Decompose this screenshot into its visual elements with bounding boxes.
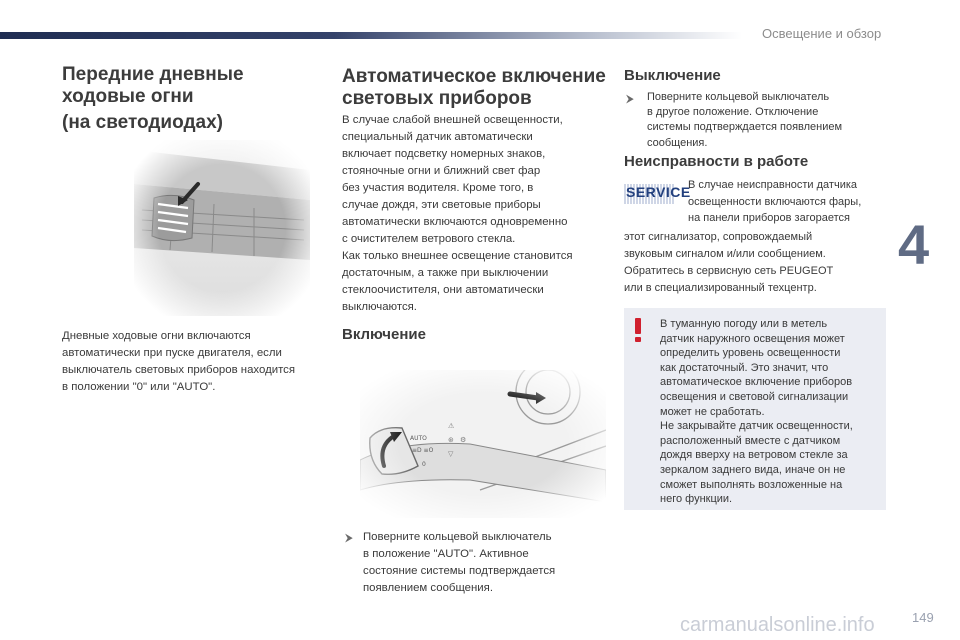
fault-title: Неисправности в работе [624, 153, 809, 170]
contact-line: или в специализированный техцентр. [624, 281, 817, 294]
left-title [62, 64, 302, 108]
instruction-line: состояние системы подтверждается [363, 565, 556, 577]
warning-line: освещения и световой сигнализации [660, 390, 849, 403]
fault-line: В случае неисправности датчика [688, 179, 858, 191]
middle-line: автоматически включаются одновременно [342, 216, 568, 228]
warning-line: может не сработать. [660, 405, 765, 418]
warning-line: зеркалом заднего вида, иначе он не [660, 463, 846, 476]
fault-text-full [624, 229, 886, 262]
warning-line: Не закрывайте датчик освещенности, [660, 420, 853, 433]
fault-line: звуковым сигналом и/или сообщением. [624, 247, 826, 260]
fault-line: на панели приборов загорается [688, 212, 850, 225]
middle-line: достаточным, а также при выключении [342, 267, 549, 279]
left-text-line: выключатель световых приборов находится [62, 364, 296, 376]
middle-line: специальный датчик автоматически [342, 131, 533, 143]
off-line: сообщения. [647, 136, 708, 149]
warning-line: В туманную погоду или в метель [660, 318, 828, 330]
left-description [62, 328, 322, 396]
warning-line: определить уровень освещенности [660, 347, 841, 360]
warning-line: сможет выполнять возложенные на [660, 478, 843, 491]
off-line: в другое положение. Отключение [647, 106, 819, 119]
contact-text [624, 263, 886, 296]
bullet-icon: ⮞ [345, 532, 353, 544]
warning-line: датчик наружного освещения может [660, 332, 845, 345]
middle-line: выключаются. [342, 301, 417, 313]
left-title-line1: Передние дневные [62, 64, 244, 85]
instruction-line: появлением сообщения. [363, 582, 494, 594]
middle-title-line1: Автоматическое включение [342, 66, 606, 87]
warning-line: него функции. [660, 493, 733, 506]
middle-paragraph [342, 112, 612, 316]
middle-line: случае дождя, эти световые приборы [342, 199, 541, 211]
chapter-number: 4 [898, 213, 930, 276]
left-text-line: в положении "0" или "AUTO". [62, 381, 216, 393]
left-text-line: Дневные ходовые огни включаются [62, 330, 251, 342]
instruction-line: в положение "AUTO". Активное [363, 548, 529, 560]
middle-line: без участия водителя. Кроме того, в [342, 182, 534, 194]
middle-line: стеклоочистителя, они автоматически [342, 284, 544, 296]
off-line: системы подтверждается появлением [647, 121, 843, 134]
service-badge-label: SERVICE [626, 184, 691, 200]
fault-line: этот сигнализатор, сопровождаемый [624, 231, 813, 243]
fault-text-indented [688, 177, 888, 227]
middle-title-line2: световых приборов [342, 88, 532, 109]
left-text-line: автоматически при пуске двигателя, если [62, 347, 282, 359]
exclamation-icon [634, 318, 642, 342]
warning-line: автоматическое включение приборов [660, 376, 853, 389]
middle-line: стояночные огни и ближний свет фар [342, 165, 541, 177]
warning-line: как достаточный. Это значит, что [660, 361, 829, 374]
fault-line: освещенности включаются фары, [688, 195, 862, 208]
switch-off-text [647, 90, 883, 151]
left-title-sub: (на светодиодах) [62, 112, 223, 133]
contact-line: Обратитесь в сервисную сеть PEUGEOT [624, 265, 834, 277]
middle-line: включает подсветку номерных знаков, [342, 148, 546, 160]
header-bar [0, 32, 742, 39]
middle-line: Как только внешнее освещение становится [342, 250, 573, 262]
switch-on-title: Включение [342, 326, 426, 343]
bullet-icon: ⮞ [626, 93, 634, 105]
middle-line: В случае слабой внешней освещенности, [342, 114, 563, 126]
switch-off-title: Выключение [624, 67, 721, 84]
middle-line: с очистителем ветрового стекла. [342, 233, 516, 245]
warning-line: дождя вверху на ветровом стекле за [660, 449, 848, 462]
off-line: Поверните кольцевой выключатель [647, 91, 830, 103]
daytime-lights-photo [134, 140, 310, 316]
middle-title [342, 66, 612, 110]
light-switch-illustration [360, 370, 606, 518]
section-title: Освещение и обзор [762, 26, 882, 41]
left-title-line2: ходовые огни [62, 86, 194, 107]
watermark: carmanualsonline.info [680, 614, 875, 636]
instruction-line: Поверните кольцевой выключатель [363, 531, 552, 543]
switch-on-instructions [363, 529, 603, 597]
warning-text [660, 317, 880, 507]
page-number: 149 [912, 610, 934, 625]
warning-line: расположенный вместе с датчиком [660, 434, 841, 447]
